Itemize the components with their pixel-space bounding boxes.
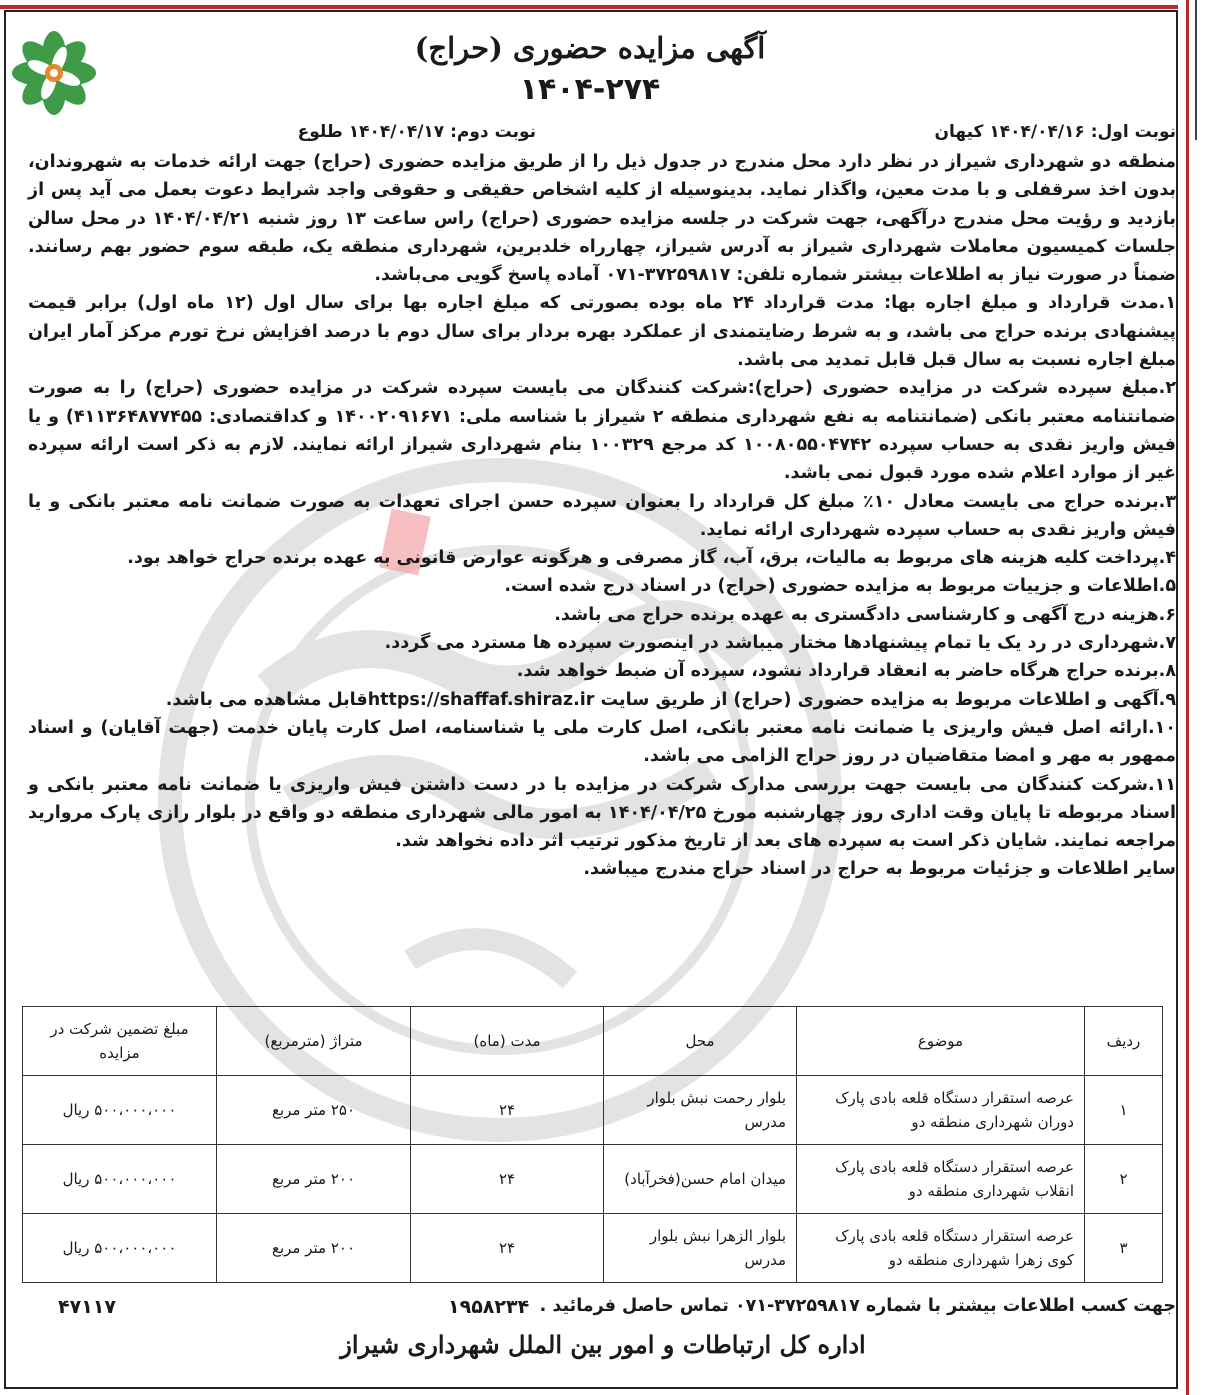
cell-area: ۲۰۰ متر مربع <box>217 1214 411 1283</box>
shiraz-municipality-logo-icon <box>12 28 96 118</box>
reference-code: ۱۹۵۸۲۳۴ <box>448 1296 530 1318</box>
issuing-office: اداره کل ارتباطات و امور بین الملل شهرداری شیراز <box>340 1330 866 1359</box>
condition-item: ۶.هزینه درج آگهی و کارشناسی دادگستری به عهده برنده حراج می باشد. <box>554 604 1176 625</box>
cell-duration: ۲۴ <box>411 1214 604 1283</box>
cell-duration: ۲۴ <box>411 1076 604 1145</box>
cell-row-number: ۱ <box>1085 1076 1163 1145</box>
condition-item: ۱۱.شرکت کنندگان می بایست جهت بررسی مدارک شرکت در مزایده با در دست داشتن فیش واریزی یا ضمانت نامه معتبر بانکی و اسناد مربوطه تا پایان وقت اداری روز چهارشنبه مورخ ۱۴۰۴/۰۴/۲۵ به امور مالی شهرداری منطقه دو واقع در بلوار رازی پارک مروارید مراجعه نمایند. شایان ذکر است به سپرده های بعد از تاریخ مذکور ترتیب اثر داده نخواهد شد. <box>28 774 1177 852</box>
cell-area: ۲۵۰ متر مربع <box>217 1076 411 1145</box>
header-deposit: مبلغ تضمین شرکت در مزایده <box>23 1007 217 1076</box>
first-publication: نوبت اول: ۱۴۰۴/۰۴/۱۶ کیهان <box>934 122 1176 142</box>
notice-footer <box>28 1296 1176 1324</box>
table-header-row <box>23 1007 1163 1076</box>
notice-body <box>28 148 1176 884</box>
second-publication: نوبت دوم: ۱۴۰۴/۰۴/۱۷ طلوع <box>297 122 536 142</box>
header-area: متراژ (مترمربع) <box>217 1007 411 1076</box>
condition-item: ۵.اطلاعات و جزییات مربوط به مزایده حضوری (حراج) در اسناد درج شده است. <box>504 576 1176 597</box>
condition-item: ۸.برنده حراج هرگاه حاضر به انعقاد قرارداد نشود، سپرده آن ضبط خواهد شد. <box>516 661 1176 682</box>
ad-code: ۴۷۱۱۷ <box>58 1296 116 1318</box>
notice-number: ۱۴۰۴-۲۷۴ <box>519 72 661 107</box>
condition-item: ۱۰.ارائه اصل فیش واریزی یا ضمانت نامه معتبر بانکی، اصل کارت ملی یا شناسنامه، اصل کارت پایان خدمت (جهت آقایان) و اسناد ممهور به مهر و امضا متقاضیان در روز حراج الزامی می باشد. <box>28 717 1176 767</box>
table-row <box>23 1214 1163 1283</box>
condition-item: ۱.مدت قرارداد و مبلغ اجاره بها: مدت قرارداد ۲۴ ماه بوده بصورتی که مبلغ اجاره بها برای سال اول (۱۲ ماه اول) برابر قیمت پیشنهادی برنده حراج می باشد، و به شرط رضایتمندی از عملکرد بهره بردار برای سال دوم با درصد افزایش نرخ تورم مرکز آمار ایران مبلغ اجاره نسبت به سال قبل قابل تمدید می باشد. <box>28 293 1177 371</box>
cell-deposit: ۵۰۰،۰۰۰،۰۰۰ ریال <box>23 1076 217 1145</box>
table-row <box>23 1145 1163 1214</box>
cell-deposit: ۵۰۰،۰۰۰،۰۰۰ ریال <box>23 1145 217 1214</box>
notice-title: آگهی مزایده حضوری (حراج) <box>414 31 766 65</box>
cell-location: بلوار رحمت نبش بلوار مدرس <box>604 1076 797 1145</box>
condition-item: ۷.شهرداری در رد یک یا تمام پیشنهادها مختار میباشد در اینصورت سپرده ها مسترد می گردد. <box>384 633 1176 654</box>
table-row <box>23 1076 1163 1145</box>
auction-items-table <box>22 1006 1163 1283</box>
header-subject: موضوع <box>797 1007 1085 1076</box>
right-margin-rule <box>1186 0 1206 1395</box>
cell-location: میدان امام حسن(فخرآباد) <box>604 1145 797 1214</box>
cell-duration: ۲۴ <box>411 1145 604 1214</box>
cell-row-number: ۲ <box>1085 1145 1163 1214</box>
header-duration: مدت (ماه) <box>411 1007 604 1076</box>
intro-paragraph: منطقه دو شهرداری شیراز در نظر دارد محل مندرج در جدول ذیل را از طریق مزایده حضوری (حراج) جهت ارائه خدمات به شهروندان، بدون اخذ سرقفلی و با مدت معین، واگذار نماید. بدینوسیله از کلیه اشخاص حقیقی و حقوقی واجد شرایط دعوت بعمل می آید پس از بازدید و رؤیت محل مندرج درآگهی، جهت شرکت در جلسه مزایده حضوری (حراج) راس ساعت ۱۳ روز شنبه ۱۴۰۴/۰۴/۲۱ در محل سالن جلسات کمیسیون معاملات شهرداری شیراز به آدرس شیراز، چهارراه خلدبرین، شهرداری منطقه یک، طبقه سوم حضور بهم رسانند. ضمناً در صورت نیاز به اطلاعات بیشتر شماره تلفن: ۳۷۲۵۹۸۱۷-۰۷۱ آماده پاسخ گویی می‌باشد. <box>28 152 1177 286</box>
cell-deposit: ۵۰۰،۰۰۰،۰۰۰ ریال <box>23 1214 217 1283</box>
contact-line: جهت کسب اطلاعات بیشتر با شماره ۳۷۲۵۹۸۱۷-۰۷۱ تماس حاصل فرمائید . <box>539 1296 1176 1316</box>
cell-area: ۲۰۰ متر مربع <box>217 1145 411 1214</box>
condition-item: ۳.برنده حراج می بایست معادل ۱۰٪ مبلغ کل قرارداد را بعنوان سپرده حسن اجرای تعهدات به صورت ضمانت نامه معتبر بانکی و یا فیش واریز نقدی به حساب سپرده شهرداری ارائه نماید. <box>28 491 1176 540</box>
condition-item: ۹.آگهی و اطلاعات مربوط به مزایده حضوری (حراج) از طریق سایت https://shaffaf.shiraz.irقابل مشاهده می باشد. <box>165 689 1176 710</box>
header-location: محل <box>604 1007 797 1076</box>
cell-location: بلوار الزهرا نبش بلوار مدرس <box>604 1214 797 1283</box>
cell-subject: عرصه استقرار دستگاه قلعه بادی پارک دوران شهرداری منطقه دو <box>797 1076 1085 1145</box>
top-red-rule <box>0 5 1178 9</box>
publication-dates <box>26 118 1176 148</box>
cell-subject: عرصه استقرار دستگاه قلعه بادی پارک انقلاب شهرداری منطقه دو <box>797 1145 1085 1214</box>
closing-paragraph: سایر اطلاعات و جزئیات مربوط به حراج در اسناد حراج مندرج میباشد. <box>583 859 1176 880</box>
condition-item: ۲.مبلغ سپرده شرکت در مزایده حضوری (حراج):شرکت کنندگان می بایست سپرده شرکت در مزایده حضوری (حراج) را به صورت ضمانتنامه معتبر بانکی (ضمانتنامه به نفع شهرداری منطقه ۲ شیراز با شناسه ملی: ۱۴۰۰۲۰۹۱۶۷۱ و کداقتصادی: ۴۱۱۳۶۴۸۷۷۴۵۵) و یا فیش واریز نقدی به حساب سپرده ۱۰۰۸۰۵۵۰۴۷۴۲ کد مرجع ۱۰۰۳۲۹ بنام شهرداری شیراز ارائه نمایند. لازم به ذکر است ارائه سپرده غیر از موارد اعلام شده مورد قبول نمی باشد. <box>28 378 1177 484</box>
notice-header <box>100 28 1080 110</box>
cell-subject: عرصه استقرار دستگاه قلعه بادی پارک کوی زهرا شهرداری منطقه دو <box>797 1214 1085 1283</box>
header-row-number: ردیف <box>1085 1007 1163 1076</box>
condition-item: ۴.پرداخت کلیه هزینه های مربوط به مالیات، برق، آب، گاز مصرفی و هرگونه عوارض قانونی به عهده برنده حراج خواهد بود. <box>127 548 1176 569</box>
cell-row-number: ۳ <box>1085 1214 1163 1283</box>
